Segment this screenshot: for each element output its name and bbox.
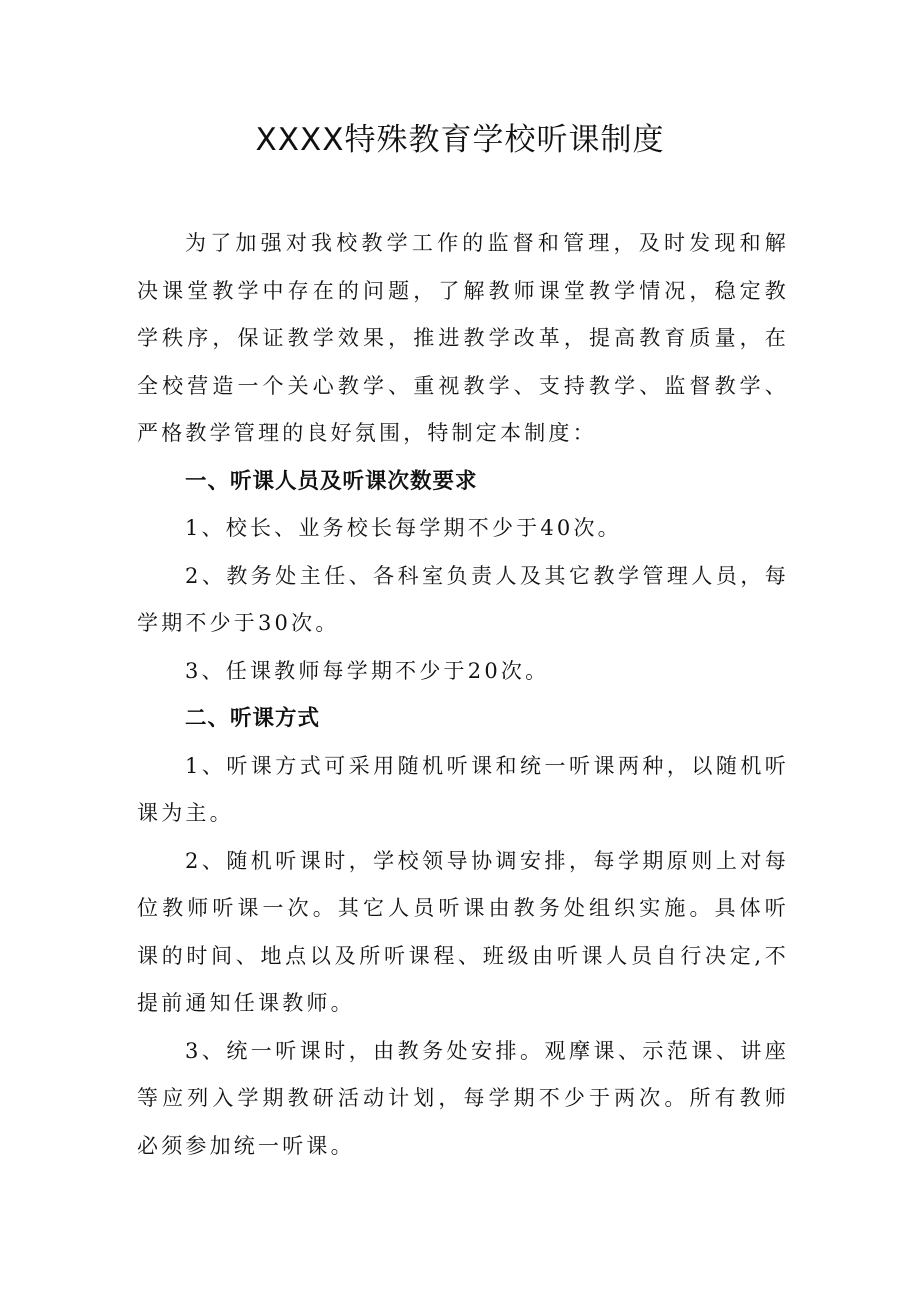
section-item: 1、校长、业务校长每学期不少于40次。 (185, 516, 622, 540)
section-item: 1、听课方式可采用随机听课和统一听课两种，以随机听课为主。 (137, 753, 789, 825)
intro-paragraph: 为了加强对我校教学工作的监督和管理，及时发现和解决课堂教学中存在的问题，了解教师课堂教学情况，稳定教学秩序，保证教学效果，推进教学改革，提高教育质量，在全校营造一个关心教学、重视教学、支持教学、监督教学、严格教学管理的良好氛围，特制定本制度： (137, 231, 789, 445)
section-item: 2、教务处主任、各科室负责人及其它教学管理人员，每学期不少于30次。 (137, 563, 789, 635)
section-heading: 二、听课方式 (185, 706, 321, 731)
document-body (137, 220, 789, 1170)
section-2 (137, 695, 789, 1170)
section-item: 2、随机听课时，学校领导协调安排，每学期原则上对每位教师听课一次。其它人员听课由教务处组织实施。具体听课的时间、地点以及所听课程、班级由听课人员自行决定,不提前通知任课教师。 (137, 848, 789, 1015)
section-heading: 一、听课人员及听课次数要求 (185, 468, 478, 494)
section-1 (137, 458, 789, 696)
section-item: 3、任课教师每学期不少于20次。 (185, 658, 550, 683)
document-title: XXXX特殊教育学校听课制度 (255, 122, 665, 158)
section-item: 3、统一听课时，由教务处安排。观摩课、示范课、讲座等应列入学期教研活动计划，每学期不少于两次。所有教师必须参加统一听课。 (137, 1038, 789, 1158)
